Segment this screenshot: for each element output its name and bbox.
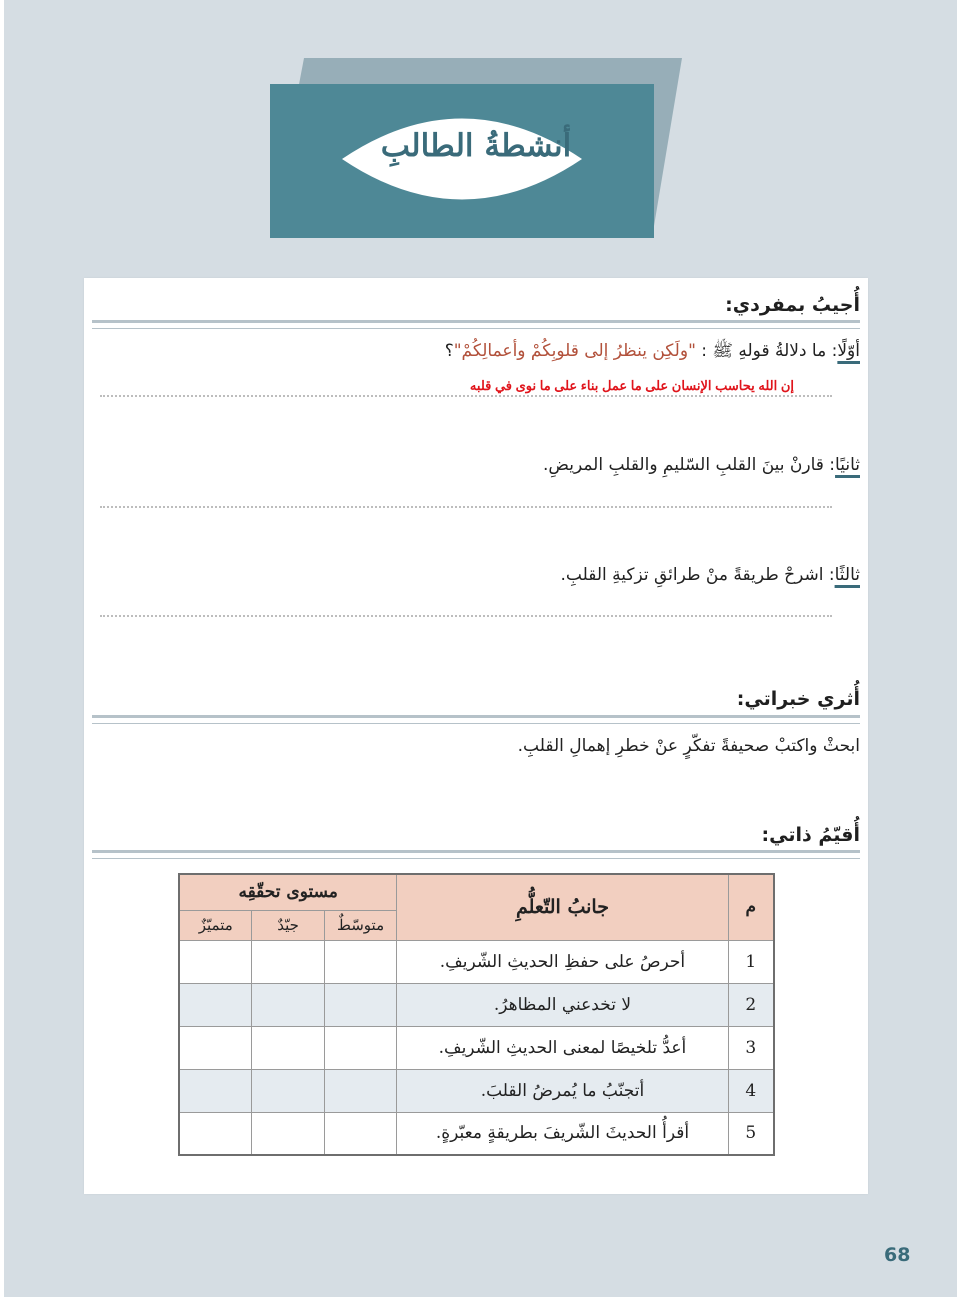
header-level-good: جيّدٌ bbox=[252, 910, 324, 940]
page-left-edge bbox=[0, 0, 4, 1297]
cell-average[interactable] bbox=[324, 1026, 397, 1069]
question-2-text: : قارنْ بينَ القلبِ السّليمِ والقلبِ المريضِ. bbox=[543, 455, 836, 475]
answer-line-2[interactable] bbox=[100, 506, 832, 508]
question-3 bbox=[561, 565, 861, 585]
question-1-end: ؟ bbox=[444, 341, 454, 361]
header-level-average: متوسّطٌ bbox=[324, 910, 397, 940]
cell-excellent[interactable] bbox=[179, 1112, 252, 1155]
row-number: 1 bbox=[728, 940, 774, 983]
cell-average[interactable] bbox=[324, 1112, 397, 1155]
question-2-label: ثانيًا bbox=[835, 455, 860, 475]
question-1-text: : ما دلالةُ قولهِ ﷺ : bbox=[695, 341, 838, 361]
cell-excellent[interactable] bbox=[179, 1069, 252, 1112]
header-number: م bbox=[728, 874, 774, 940]
row-aspect: أعدُّ تلخيصًا لمعنى الحديثِ الشّريفِ. bbox=[397, 1026, 728, 1069]
banner-title: أنشطةُ الطالبِ bbox=[380, 128, 572, 164]
section-heading-self-assess: أُقيّمُ ذاتي: bbox=[761, 824, 860, 846]
row-aspect: أقرأُ الحديثَ الشّريفَ بطريقةٍ معبّرةٍ. bbox=[397, 1112, 728, 1155]
section-heading-answer-alone: أُجيبُ بمفردي: bbox=[725, 294, 860, 316]
cell-good[interactable] bbox=[252, 1069, 324, 1112]
header-learning-aspect: جانبُ التّعلُّمِ bbox=[397, 874, 728, 940]
answer-1[interactable]: إن الله يحاسب الإنسان على ما عمل بناء على ما نوى في قلبه bbox=[469, 378, 794, 393]
section-rule bbox=[92, 320, 860, 329]
cell-average[interactable] bbox=[324, 940, 397, 983]
self-assessment-table bbox=[178, 873, 775, 1156]
header-level-excellent: متميّزٌ bbox=[179, 910, 252, 940]
row-number: 2 bbox=[728, 983, 774, 1026]
row-number: 5 bbox=[728, 1112, 774, 1155]
cell-average[interactable] bbox=[324, 983, 397, 1026]
hadith-quote: "ولَكِن ينظرُ إلى قلوبِكُمْ وأعمالِكُمْ" bbox=[453, 341, 696, 361]
cell-good[interactable] bbox=[252, 940, 324, 983]
row-aspect: أحرصُ على حفظِ الحديثِ الشّريفِ. bbox=[397, 940, 728, 983]
cell-good[interactable] bbox=[252, 1026, 324, 1069]
cell-good[interactable] bbox=[252, 1112, 324, 1155]
header-achievement-level: مستوى تحقّقِه bbox=[179, 874, 397, 910]
table-row bbox=[179, 1026, 774, 1069]
question-1-label: أوّلًا bbox=[837, 341, 860, 361]
enrich-task: ابحثْ واكتبْ صحيفةً تفكّرٍ عنْ خطرِ إهمالِ القلبِ. bbox=[517, 736, 860, 756]
table-row bbox=[179, 983, 774, 1026]
worksheet-card bbox=[84, 278, 868, 1194]
cell-excellent[interactable] bbox=[179, 1026, 252, 1069]
row-number: 4 bbox=[728, 1069, 774, 1112]
table-row bbox=[179, 1112, 774, 1155]
page-number: 68 bbox=[884, 1244, 911, 1266]
section-rule bbox=[92, 850, 860, 859]
section-heading-enrich: أُثري خبراتي: bbox=[736, 688, 860, 710]
answer-line-1[interactable] bbox=[100, 395, 832, 397]
cell-average[interactable] bbox=[324, 1069, 397, 1112]
cell-excellent[interactable] bbox=[179, 983, 252, 1026]
table-row bbox=[179, 1069, 774, 1112]
row-aspect: أتجنّبُ ما يُمرضُ القلبَ. bbox=[397, 1069, 728, 1112]
row-number: 3 bbox=[728, 1026, 774, 1069]
answer-line-3[interactable] bbox=[100, 615, 832, 617]
question-2 bbox=[543, 455, 860, 475]
section-rule bbox=[92, 715, 860, 724]
title-banner bbox=[270, 58, 682, 238]
question-3-label: ثالثًا bbox=[834, 565, 860, 585]
cell-good[interactable] bbox=[252, 983, 324, 1026]
row-aspect: لا تخدعني المظاهرُ. bbox=[397, 983, 728, 1026]
cell-excellent[interactable] bbox=[179, 940, 252, 983]
question-3-text: : اشرحْ طريقةً منْ طرائقِ تزكيةِ القلبِ. bbox=[560, 565, 835, 585]
table-row bbox=[179, 940, 774, 983]
question-1 bbox=[445, 340, 860, 365]
